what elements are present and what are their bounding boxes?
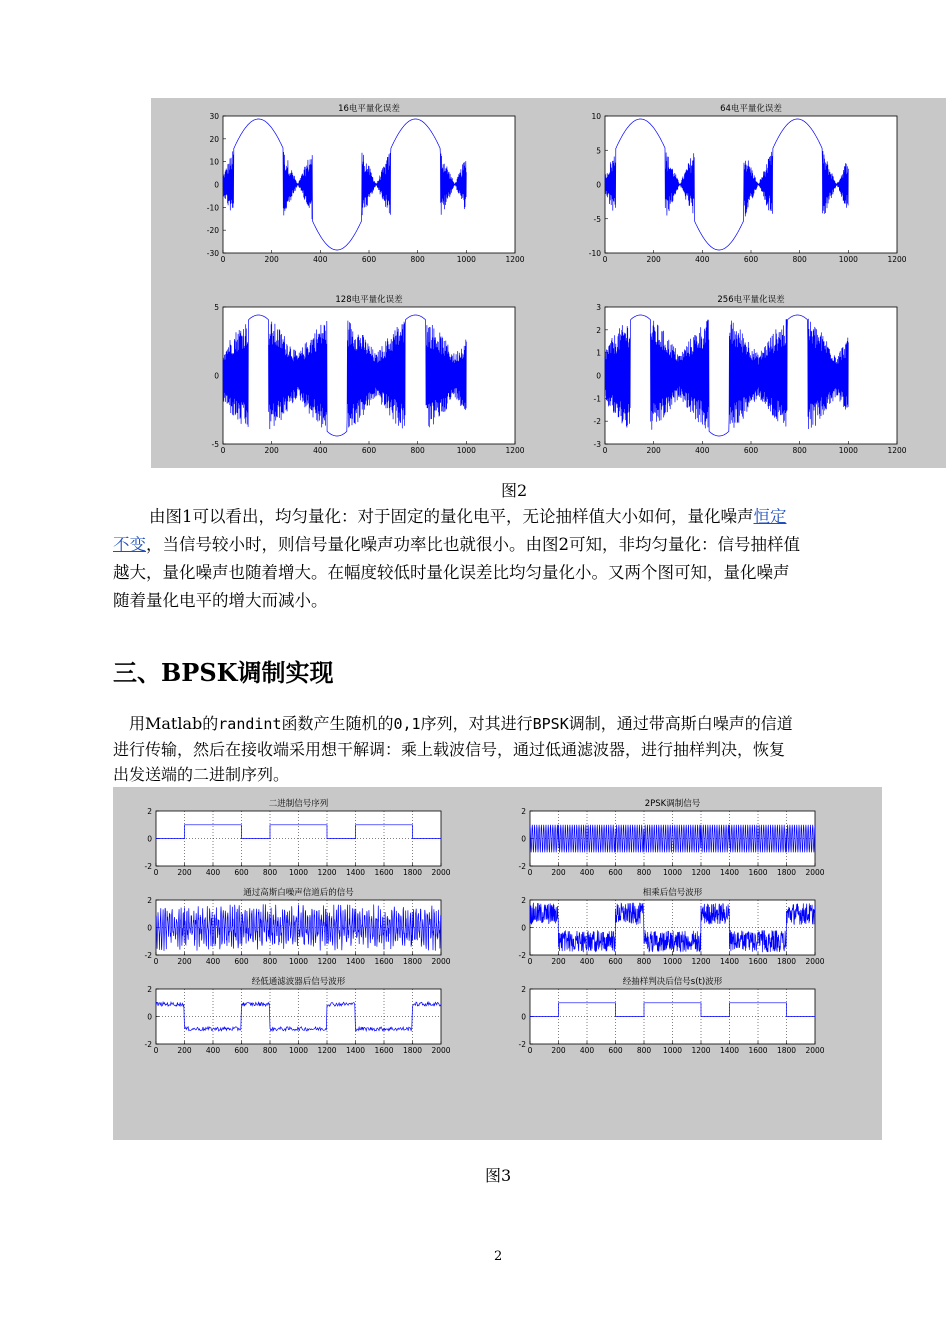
x-tick-label: 1600 [374,957,394,966]
y-tick-label: -2 [144,1040,152,1049]
x-tick-label: 1400 [345,957,366,966]
x-tick-label: 1800 [776,868,797,877]
plot-title: 经低通滤波器后信号波形 [251,977,346,987]
x-tick-label: 1200 [691,1046,711,1055]
y-tick-label: -2 [518,951,526,960]
paragraph-2 [113,711,888,787]
plot-title: 2PSK调制信号 [644,799,701,809]
x-tick-label: 1600 [374,1046,394,1055]
y-tick-label: 2 [521,896,526,905]
y-tick-label: -2 [593,417,601,427]
x-tick-label: 1200 [505,255,525,264]
x-tick-label: 1200 [691,868,711,877]
y-tick-label: 2 [521,985,526,994]
x-tick-label: 200 [264,255,279,264]
x-tick-label: 1400 [719,957,740,966]
x-tick-label: 2000 [431,957,451,966]
x-tick-label: 200 [646,255,661,264]
x-tick-label: 1800 [402,957,423,966]
plot-fig3-2 [145,887,451,966]
x-tick-label: 1000 [288,957,309,966]
section-heading: 三、BPSK调制实现 [113,658,334,687]
y-tick-label: -1 [593,394,601,404]
x-tick-label: 800 [792,255,807,264]
p2-line3: 出发送端的二进制序列。 [113,765,290,784]
y-tick-label: 2 [521,807,526,816]
x-tick-label: 400 [579,957,595,966]
x-tick-label: 600 [234,957,249,966]
p1-line1: 由图1可以看出，均匀量化：对于固定的量化电平，无论抽样值大小如何，量化噪声 [149,507,754,526]
y-tick-label: -10 [588,249,601,258]
y-tick-label: 5 [214,303,219,312]
x-tick-label: 200 [551,957,566,966]
x-tick-label: 0 [602,255,608,264]
figure-2-plots [151,98,946,468]
x-tick-label: 1000 [662,1046,683,1055]
x-tick-label: 1400 [345,1046,366,1055]
x-tick-label: 400 [205,868,221,877]
x-tick-label: 200 [551,868,566,877]
x-tick-label: 1200 [505,446,525,455]
y-tick-label: 5 [596,146,601,156]
link-hengding[interactable]: 恒定 [753,507,787,526]
y-tick-label: 30 [209,112,219,121]
x-tick-label: 0 [153,868,159,877]
x-tick-label: 2000 [805,1046,825,1055]
x-tick-label: 1400 [345,868,366,877]
plot-fig2-2 [212,294,525,455]
plot-title: 通过高斯白噪声信道后的信号 [243,888,354,898]
y-tick-label: 1 [596,348,601,358]
p2-code-randint: randint [218,715,282,733]
p2-text-c: 函数产生随机的 [281,714,394,733]
x-tick-label: 800 [262,1046,278,1055]
x-tick-label: 1800 [402,868,423,877]
y-tick-label: 10 [209,157,219,167]
figure-2 [151,98,946,468]
plot-title: 经抽样判决后信号s(t)波形 [622,977,723,987]
y-tick-label: 2 [147,807,152,816]
x-tick-label: 1600 [374,868,394,877]
x-tick-label: 1400 [719,1046,740,1055]
y-tick-label: -30 [206,249,219,258]
x-tick-label: 1200 [887,446,907,455]
x-tick-label: 800 [636,868,652,877]
plot-fig3-3 [519,887,825,966]
x-tick-label: 600 [361,255,377,264]
y-tick-label: 2 [147,896,152,905]
x-tick-label: 1600 [748,868,768,877]
p2-text-a: 用Matlab的 [129,714,219,733]
p2-text-e: 序列，对其进行 [420,714,533,733]
x-tick-label: 400 [579,868,595,877]
x-tick-label: 1200 [887,255,907,264]
x-tick-label: 1000 [456,446,476,455]
x-tick-label: 800 [410,446,425,455]
x-tick-label: 0 [527,868,533,877]
p1-line4: 随着量化电平的增大而减小。 [113,591,328,610]
x-tick-label: 200 [551,1046,566,1055]
y-tick-label: 0 [147,1012,152,1022]
y-tick-label: -3 [593,440,601,449]
x-tick-label: 1000 [838,255,858,264]
x-tick-label: 400 [695,446,710,455]
plot-fig2-3 [594,294,907,455]
x-tick-label: 0 [153,1046,159,1055]
x-tick-label: 600 [608,1046,623,1055]
plot-fig2-1 [589,103,907,264]
y-tick-label: 0 [596,371,601,381]
y-tick-label: -2 [518,862,526,871]
x-tick-label: 1200 [317,1046,337,1055]
y-tick-label: 0 [147,923,152,933]
x-tick-label: 600 [743,255,759,264]
x-tick-label: 600 [234,1046,249,1055]
figure-2-caption: 图2 [501,481,528,500]
y-tick-label: -10 [206,203,219,213]
x-tick-label: 800 [262,957,278,966]
x-tick-label: 1000 [288,868,309,877]
x-tick-label: 800 [792,446,807,455]
x-tick-label: 1000 [838,446,858,455]
x-tick-label: 800 [410,255,425,264]
x-tick-label: 400 [695,255,710,264]
y-tick-label: 0 [521,834,526,844]
p1-line2: ，当信号较小时，则信号量化噪声功率比也就很小。由图2可知，非均匀量化：信号抽样值 [146,535,800,554]
paragraph-1 [113,503,888,615]
x-tick-label: 400 [579,1046,595,1055]
x-tick-label: 200 [177,868,192,877]
x-tick-label: 2000 [431,868,451,877]
x-tick-label: 1000 [662,868,683,877]
x-tick-label: 1000 [288,1046,309,1055]
x-tick-label: 200 [177,957,192,966]
y-tick-label: 0 [214,180,219,190]
y-tick-label: 0 [596,180,601,190]
x-tick-label: 0 [527,1046,533,1055]
figure-3-plots [113,787,882,1140]
x-tick-label: 1200 [317,868,337,877]
x-tick-label: 400 [313,446,328,455]
x-tick-label: 200 [646,446,661,455]
x-tick-label: 0 [602,446,608,455]
x-tick-label: 1800 [776,957,797,966]
p1-line3: 越大，量化噪声也随着增大。在幅度较低时量化误差比均匀量化小。又两个图可知，量化噪声 [113,563,790,582]
y-tick-label: 0 [214,371,219,381]
x-tick-label: 2000 [805,957,825,966]
y-tick-label: -5 [211,440,219,449]
figure-3-caption: 图3 [485,1166,512,1185]
y-tick-label: -20 [206,226,219,236]
y-tick-label: 2 [596,325,601,335]
x-tick-label: 0 [220,446,226,455]
plot-fig2-0 [207,103,525,264]
x-tick-label: 400 [205,1046,221,1055]
x-tick-label: 1200 [317,957,337,966]
x-tick-label: 600 [608,868,623,877]
x-tick-label: 200 [177,1046,192,1055]
y-tick-label: 0 [521,1012,526,1022]
y-tick-label: -5 [593,214,601,224]
plot-fig3-5 [519,976,825,1055]
x-tick-label: 800 [262,868,278,877]
plot-fig3-0 [145,798,451,877]
y-tick-label: -2 [144,951,152,960]
y-tick-label: 0 [521,923,526,933]
x-tick-label: 1000 [456,255,476,264]
x-tick-label: 800 [636,957,652,966]
x-tick-label: 600 [361,446,377,455]
x-tick-label: 400 [313,255,328,264]
x-tick-label: 1800 [776,1046,797,1055]
x-tick-label: 1600 [748,957,768,966]
p2-code-01: 0,1 [393,715,421,733]
plot-title: 128电平量化误差 [335,295,403,305]
y-tick-label: 10 [591,112,601,121]
plot-title: 64电平量化误差 [720,104,782,114]
x-tick-label: 600 [743,446,759,455]
x-tick-label: 0 [527,957,533,966]
y-tick-label: 2 [147,985,152,994]
x-tick-label: 2000 [805,868,825,877]
p2-line2: 进行传输，然后在接收端采用想干解调：乘上载波信号，通过低通滤波器，进行抽样判决，恢复 [113,740,786,759]
p2-text-g: 调制，通过带高斯白噪声的信道 [568,714,793,733]
x-tick-label: 400 [205,957,221,966]
x-tick-label: 800 [636,1046,652,1055]
p2-code-bpsk: BPSK [532,715,569,733]
x-tick-label: 1800 [402,1046,423,1055]
link-bubian[interactable]: 不变 [113,535,146,554]
x-tick-label: 0 [220,255,226,264]
x-tick-label: 1000 [662,957,683,966]
y-tick-label: 3 [596,303,601,312]
y-tick-label: -2 [518,1040,526,1049]
y-tick-label: -2 [144,862,152,871]
x-tick-label: 2000 [431,1046,451,1055]
figure-3 [113,787,882,1140]
x-tick-label: 1600 [748,1046,768,1055]
plot-fig3-4 [145,976,451,1055]
page-number: 2 [494,1249,503,1264]
plot-title: 16电平量化误差 [338,104,400,114]
x-tick-label: 1200 [691,957,711,966]
x-tick-label: 600 [234,868,249,877]
x-tick-label: 600 [608,957,623,966]
plot-title: 相乘后信号波形 [642,888,703,898]
x-tick-label: 200 [264,446,279,455]
plot-title: 二进制信号序列 [268,799,329,809]
y-tick-label: 0 [147,834,152,844]
plot-fig3-1 [519,798,825,877]
x-tick-label: 0 [153,957,159,966]
y-tick-label: 20 [209,134,219,144]
x-tick-label: 1400 [719,868,740,877]
plot-title: 256电平量化误差 [717,295,785,305]
